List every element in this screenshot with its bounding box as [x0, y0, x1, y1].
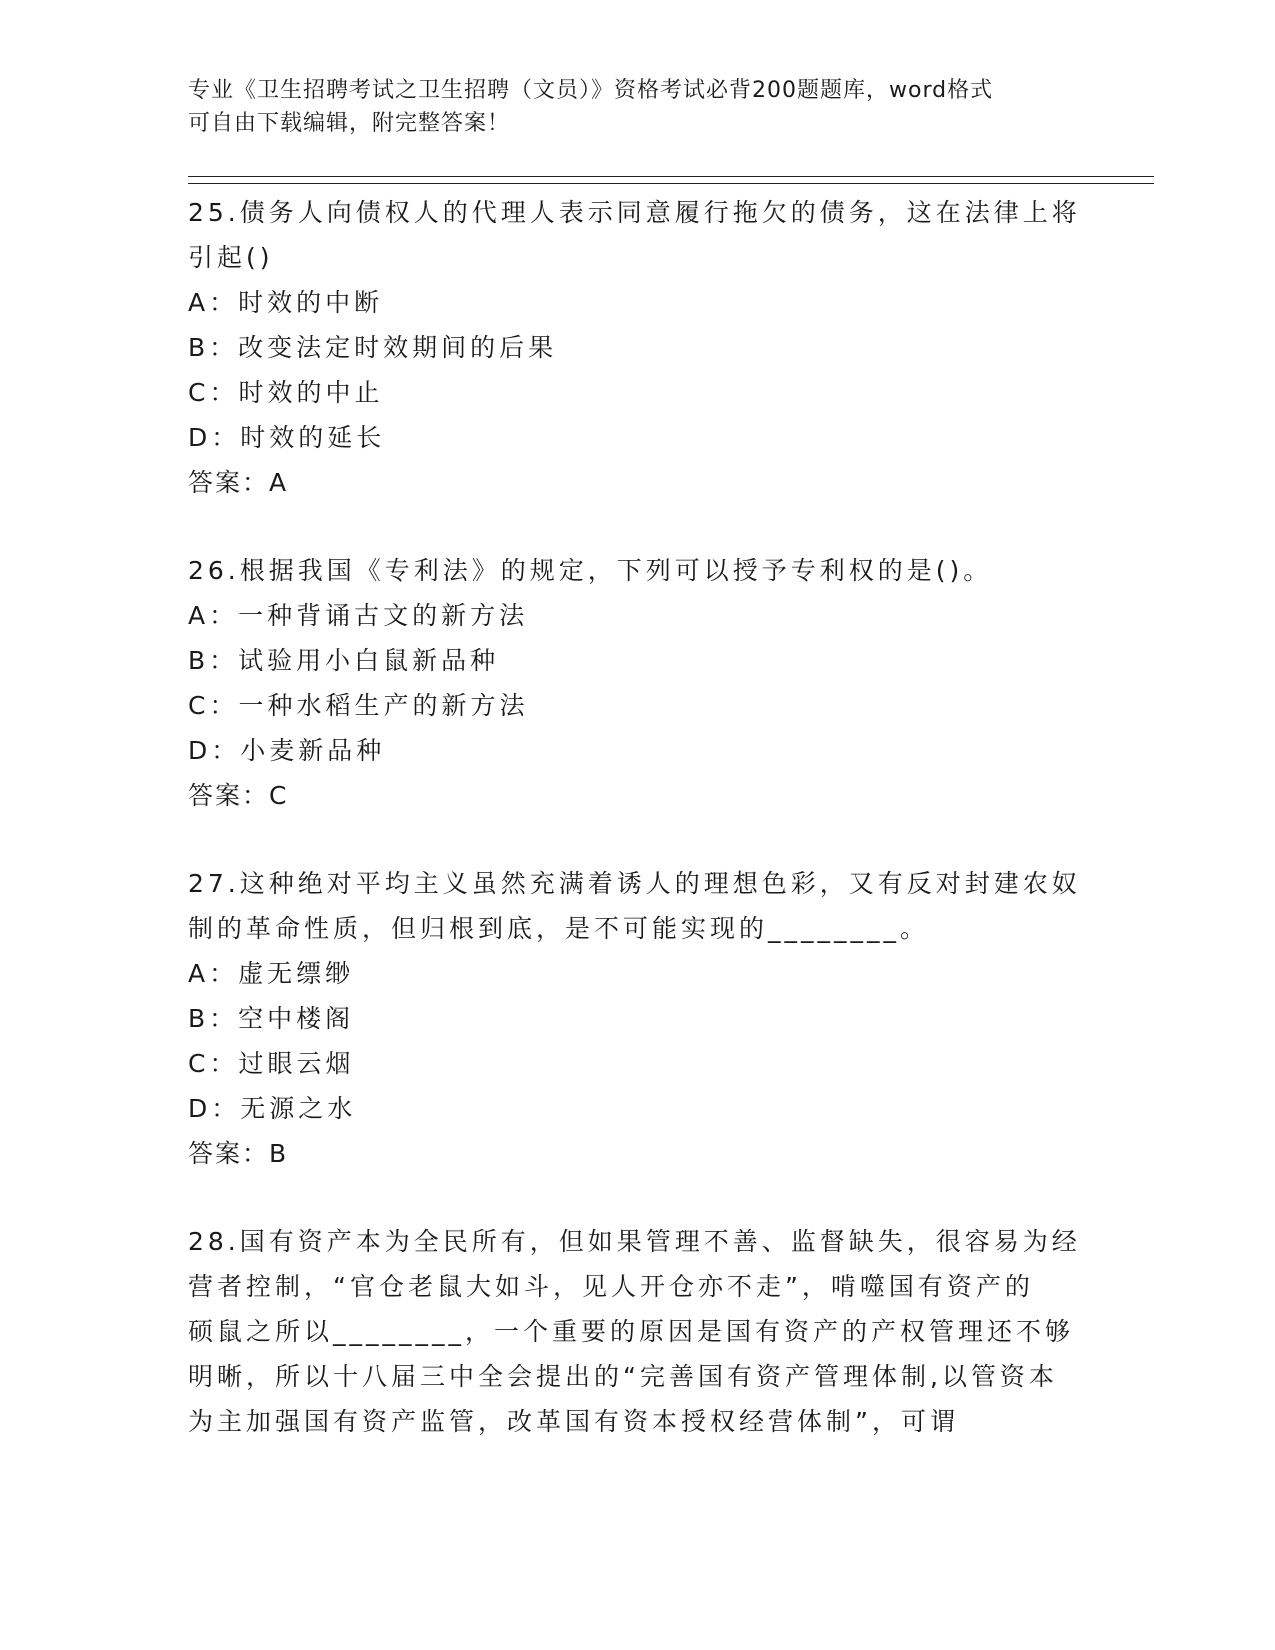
question-27: [188, 861, 1088, 1176]
question-stem-line: 27.这种绝对平均主义虽然充满着诱人的理想色彩，又有反对封建农奴: [188, 869, 1081, 898]
option-b: B：空中楼阁: [188, 1004, 355, 1033]
header-line-1: 专业《卫生招聘考试之卫生招聘（文员）》资格考试必背200题题库，word格式: [188, 78, 994, 103]
question-stem-line: 为主加强国有资产监管，改革国有资本授权经营体制”，可谓: [188, 1407, 959, 1436]
option-c: C：时效的中止: [188, 378, 384, 407]
question-stem-line: 引起(): [188, 243, 274, 272]
option-d: D：小麦新品种: [188, 736, 386, 765]
question-stem-line: 26.根据我国《专利法》的规定，下列可以授予专利权的是()。: [188, 556, 993, 585]
header-divider-top: [188, 176, 1154, 177]
question-28: [188, 1219, 1088, 1444]
answer: 答案：B: [188, 1139, 289, 1168]
question-26: [188, 548, 1088, 818]
question-stem-line: 制的革命性质，但归根到底，是不可能实现的________。: [188, 914, 930, 943]
answer: 答案：C: [188, 781, 289, 810]
option-a: A：时效的中断: [188, 288, 384, 317]
question-list: [188, 190, 1088, 1487]
question-stem-line: 28.国有资产本为全民所有，但如果管理不善、监督缺失，很容易为经: [188, 1227, 1081, 1256]
option-d: D：时效的延长: [188, 423, 386, 452]
header-line-2: 可自由下载编辑，附完整答案！: [188, 111, 511, 136]
question-25: [188, 190, 1088, 505]
option-d: D：无源之水: [188, 1094, 357, 1123]
question-stem-line: 25.债务人向债权人的代理人表示同意履行拖欠的债务，这在法律上将: [188, 198, 1081, 227]
option-c: C：过眼云烟: [188, 1049, 355, 1078]
answer: 答案：A: [188, 468, 289, 497]
option-b: B：试验用小白鼠新品种: [188, 646, 500, 675]
option-b: B：改变法定时效期间的后果: [188, 333, 558, 362]
question-stem-line: 营者控制，“官仓老鼠大如斗，见人开仓亦不走”，啃噬国有资产的: [188, 1272, 1034, 1301]
header-divider-bottom: [188, 183, 1154, 184]
question-stem-line: 硕鼠之所以________，一个重要的原因是国有资产的产权管理还不够: [188, 1317, 1075, 1346]
option-a: A：虚无缥缈: [188, 959, 355, 988]
option-c: C：一种水稻生产的新方法: [188, 691, 529, 720]
question-stem-line: 明晰，所以十八届三中全会提出的“完善国有资产管理体制,以管资本: [188, 1362, 1058, 1391]
option-a: A：一种背诵古文的新方法: [188, 601, 529, 630]
document-header: [188, 74, 1088, 140]
